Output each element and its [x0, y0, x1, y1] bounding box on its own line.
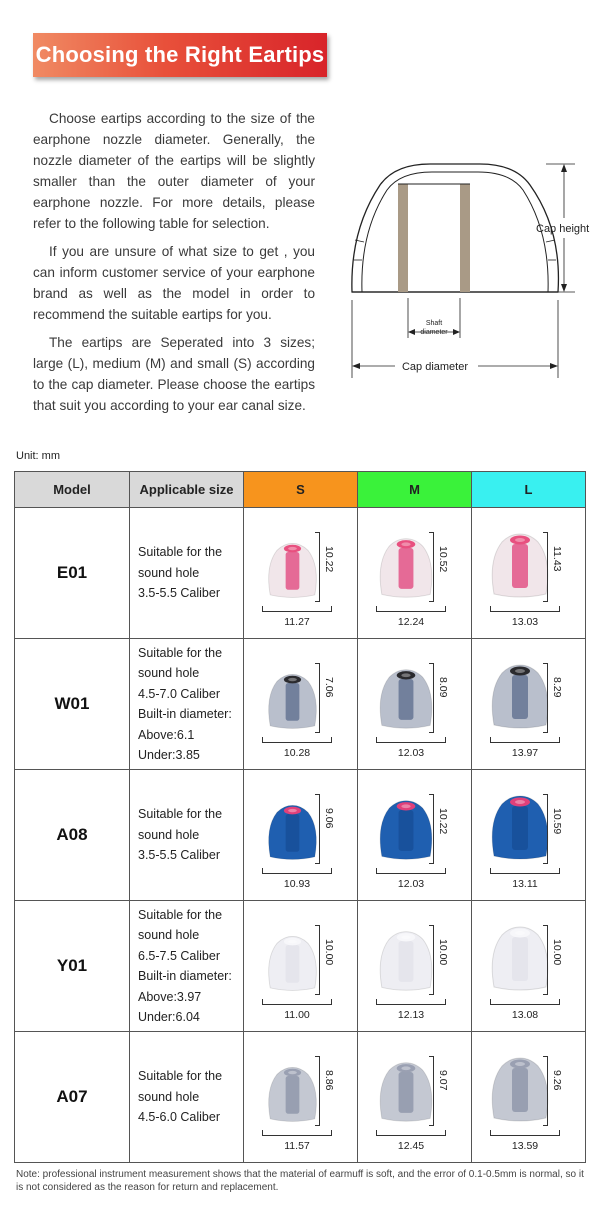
cap-diameter-dimension [376, 737, 446, 743]
cap-diameter-value: 11.00 [284, 1009, 310, 1021]
page-title: Choosing the Right Eartips [35, 42, 325, 67]
applicable-size-line: Suitable for the [138, 645, 223, 660]
header-model: Model [15, 472, 130, 508]
eartip-cell-m [358, 770, 472, 901]
eartip-image [265, 671, 320, 731]
cap-diameter-dimension [490, 868, 560, 874]
cap-diameter-value: 10.93 [283, 878, 311, 890]
table-row [15, 901, 586, 1032]
header-size-l: L [472, 472, 586, 508]
eartip-image [265, 540, 320, 600]
applicable-size-line: 6.5-7.5 Caliber [138, 948, 220, 963]
eartip-cell-m [358, 508, 472, 639]
cap-height-dimension [315, 528, 343, 612]
cap-diameter-dimension [376, 999, 446, 1005]
header-size-m: M [358, 472, 472, 508]
eartip-image [376, 797, 436, 862]
cap-diameter-value: 12.03 [397, 878, 425, 890]
cap-height-value: 10.00 [551, 939, 563, 966]
cap-height-value: 8.09 [437, 677, 449, 698]
cap-height-dimension [543, 528, 571, 612]
cap-height-dimension [315, 659, 343, 743]
header-applicable-size: Applicable size [130, 472, 244, 508]
eartip-cell-s [244, 1032, 358, 1163]
eartip-cell-m [358, 639, 472, 770]
cap-diameter-dimension [262, 606, 332, 612]
cap-height-value: 8.29 [551, 677, 563, 698]
cap-diameter-value: 13.97 [511, 747, 539, 759]
eartip-cell-s [244, 508, 358, 639]
cap-height-dimension [429, 790, 457, 874]
cap-height-dimension [429, 528, 457, 612]
eartip-image [265, 933, 320, 993]
applicable-size-cell [130, 901, 244, 1032]
applicable-size-line: Suitable for the [138, 545, 223, 560]
cap-height-value: 10.00 [323, 939, 335, 966]
table-row [15, 1032, 586, 1163]
eartip-cell-l [472, 1032, 586, 1163]
eartip-cell-l [472, 508, 586, 639]
eartip-cell-m [358, 1032, 472, 1163]
cap-diameter-value: 12.45 [397, 1140, 425, 1152]
cap-height-value: 10.59 [551, 808, 563, 835]
applicable-size-line: Above:3.97 [138, 989, 202, 1004]
cap-diameter-value: 11.27 [284, 616, 310, 628]
intro-paragraph-3: The eartips are Seperated into 3 sizes; large (L), medium (M) and small (S) according to the cap diameter. Please choose the eartips that suit you according to your ear canal size. [33, 335, 315, 413]
cap-diameter-dimension [262, 1130, 332, 1136]
eartip-image [376, 535, 436, 600]
applicable-size-line: Above:6.1 [138, 727, 195, 742]
applicable-size-line: Built-in diameter: [138, 969, 232, 983]
cap-height-value: 8.86 [323, 1070, 335, 1091]
applicable-size-line: 4.5-7.0 Caliber [138, 686, 220, 701]
cap-height-dimension [315, 921, 343, 1005]
table-row [15, 508, 586, 639]
eartip-cell-s [244, 901, 358, 1032]
cap-height-value: 11.43 [551, 546, 563, 572]
applicable-size-cell [130, 1032, 244, 1163]
eartip-cell-l [472, 639, 586, 770]
cap-diameter-dimension [490, 1130, 560, 1136]
cap-diameter-dimension [490, 737, 560, 743]
shaft-diameter-label-line1: Shaft [425, 320, 443, 327]
eartip-image [265, 802, 320, 862]
cap-height-dimension [543, 921, 571, 1005]
table-header-row [15, 472, 586, 508]
eartip-cell-m [358, 901, 472, 1032]
model-name: E01 [15, 508, 130, 639]
cap-height-dimension [315, 790, 343, 874]
cap-diameter-value: 11.57 [284, 1140, 310, 1152]
eartip-cell-s [244, 770, 358, 901]
cap-height-dimension [543, 1052, 571, 1136]
cap-diameter-value: 12.03 [397, 747, 425, 759]
table-row [15, 639, 586, 770]
eartip-image [376, 666, 436, 731]
cap-diameter-value: 13.11 [512, 878, 538, 890]
cap-height-value: 10.52 [437, 546, 449, 573]
cap-diameter-dimension [262, 737, 332, 743]
intro-paragraph-2: If you are unsure of what size to get , you can inform customer service of your earphone brand as well as the model in order to recommend the suitable eartips for you. [33, 244, 315, 322]
applicable-size-line: Under:3.85 [138, 748, 200, 762]
cap-height-value: 7.06 [323, 677, 335, 698]
cap-height-value: 10.22 [323, 546, 335, 573]
cap-height-value: 9.07 [437, 1070, 449, 1091]
cap-height-dimension [429, 659, 457, 743]
cap-height-value: 9.06 [323, 808, 335, 829]
cap-height-dimension [543, 659, 571, 743]
applicable-size-cell [130, 770, 244, 901]
cap-height-value: 10.22 [437, 808, 449, 835]
applicable-size-line: sound hole [138, 827, 200, 842]
table-row [15, 770, 586, 901]
applicable-size-line: Under:6.04 [138, 1010, 200, 1024]
cap-diameter-dimension [376, 606, 446, 612]
cap-diameter-value: 10.28 [283, 747, 311, 759]
eartip-cell-l [472, 770, 586, 901]
model-name: A07 [15, 1032, 130, 1163]
cap-diameter-value: 12.24 [397, 616, 425, 628]
cap-diameter-value: 12.13 [397, 1009, 425, 1021]
unit-label: Unit: mm [16, 450, 60, 462]
applicable-size-line: Suitable for the [138, 807, 223, 822]
cap-diameter-label: Cap diameter [401, 361, 469, 373]
eartip-image [376, 928, 436, 993]
model-name: Y01 [15, 901, 130, 1032]
cap-height-label: Cap height [536, 223, 590, 235]
eartip-cell-s [244, 639, 358, 770]
applicable-size-line: Suitable for the [138, 907, 223, 922]
cap-diameter-dimension [376, 1130, 446, 1136]
applicable-size-line: 4.5-6.0 Caliber [138, 1110, 220, 1125]
model-name: W01 [15, 639, 130, 770]
eartip-diagram [340, 150, 595, 385]
cap-diameter-dimension [262, 868, 332, 874]
applicable-size-line: 3.5-5.5 Caliber [138, 586, 220, 601]
eartip-image [265, 1064, 320, 1124]
applicable-size-line: Suitable for the [138, 1069, 223, 1084]
cap-diameter-dimension [490, 999, 560, 1005]
applicable-size-line: sound hole [138, 1089, 200, 1104]
cap-height-dimension [429, 1052, 457, 1136]
cap-height-dimension [315, 1052, 343, 1136]
eartip-cell-l [472, 901, 586, 1032]
cap-diameter-value: 13.03 [511, 616, 539, 628]
shaft-diameter-label-line2: diameter [420, 329, 448, 336]
applicable-size-line: sound hole [138, 666, 200, 680]
header-size-s: S [244, 472, 358, 508]
applicable-size-line: 3.5-5.5 Caliber [138, 848, 220, 863]
applicable-size-cell [130, 639, 244, 770]
eartip-cross-section-illustration [340, 150, 595, 385]
cap-diameter-value: 13.08 [511, 1009, 539, 1021]
model-name: A08 [15, 770, 130, 901]
cap-diameter-value: 13.59 [511, 1140, 539, 1152]
size-table [14, 471, 586, 1163]
intro-text [33, 108, 315, 423]
footnote: Note: professional instrument measurement shows that the material of earmuff is soft, and the error of 0.1-0.5mm is normal, so it is not considered as the reason for return and replacement. [16, 1169, 584, 1193]
applicable-size-cell [130, 508, 244, 639]
applicable-size-line: sound hole [138, 565, 200, 580]
cap-diameter-dimension [376, 868, 446, 874]
cap-height-dimension [429, 921, 457, 1005]
cap-height-value: 9.26 [551, 1070, 563, 1091]
intro-paragraph-1: Choose eartips according to the size of the earphone nozzle diameter. Generally, the nozzle diameter of the eartips will be slightly smaller than the outer diameter of your earphone nozzle. For more details, please refer to the following table for selection. [33, 111, 315, 231]
cap-height-value: 10.00 [437, 939, 449, 966]
page-title-banner [33, 33, 327, 77]
cap-height-dimension [543, 790, 571, 874]
cap-diameter-dimension [490, 606, 560, 612]
eartip-image [376, 1059, 436, 1124]
applicable-size-line: Built-in diameter: [138, 707, 232, 721]
applicable-size-line: sound hole [138, 928, 200, 942]
cap-diameter-dimension [262, 999, 332, 1005]
